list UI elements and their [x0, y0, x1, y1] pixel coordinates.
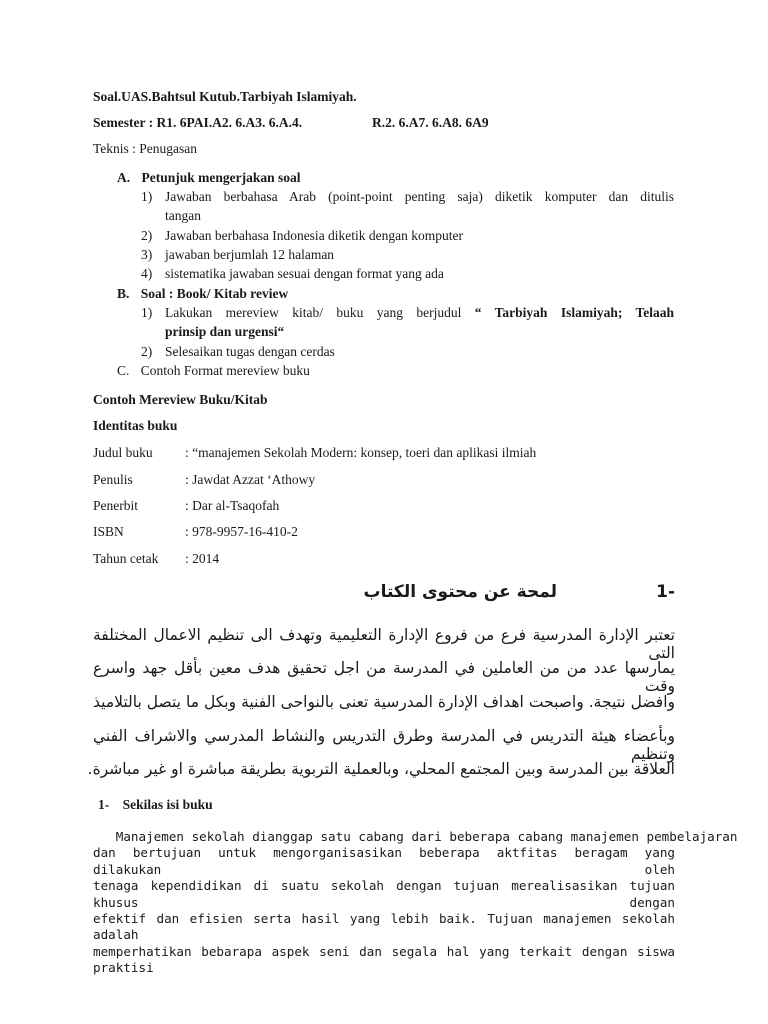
identitas-label: Judul buku	[93, 445, 153, 460]
list-item-num: 1)	[141, 189, 153, 204]
identitas-label: Tahun cetak	[93, 551, 159, 566]
list-item-num: 2)	[141, 228, 153, 243]
section-a-heading	[117, 170, 301, 186]
identitas-row	[93, 551, 220, 567]
identitas-row	[93, 498, 280, 514]
semester-line	[93, 115, 489, 131]
exam-title: Soal.UAS.Bahtsul Kutub.Tarbiyah Islamiyah.	[93, 89, 357, 104]
sekilas-number: 1-	[98, 797, 110, 812]
book-title-part1: “ Tarbiyah Islamiyah; Telaah	[474, 305, 674, 320]
paragraph-line: tenaga kependidikan di suatu sekolah dengan tujuan merealisasikan tujuan khusus dengan	[93, 878, 675, 910]
arabic-paragraph-line: العلاقة بين المدرسة وبين المجتمع المحلي، وبالعملية التربوية بطريقة مباشرة او غير مباشرة.	[87, 760, 675, 778]
book-title-part2: prinsip dan urgensi“	[165, 324, 285, 339]
arabic-paragraph-line: يمارسها عدد من من العاملين في المدرسة من اجل تحقيق هدف معين بأقل جهد واسرع وقت	[93, 659, 675, 695]
arabic-heading-number: -1	[656, 582, 675, 602]
list-item-text-cont: tangan	[165, 208, 201, 223]
section-c-text: Contoh Format mereview buku	[140, 363, 310, 378]
identitas-row	[93, 472, 316, 488]
arabic-paragraph-line: وبأعضاء هيئة التدريس في المدرسة وطرق التدريس والنشاط المدرسي والاشراف الفني وتنظيم	[93, 727, 675, 763]
sekilas-heading	[98, 797, 213, 813]
list-item-text	[165, 305, 674, 321]
teknis-line: Teknis : Penugasan	[93, 141, 198, 156]
section-b-heading	[117, 286, 288, 302]
paragraph-line: Manajemen sekolah dianggap satu cabang dari beberapa cabang manajemen pembelajaran	[93, 829, 738, 844]
list-item-text: Jawaban berbahasa Indonesia diketik dengan komputer	[165, 228, 464, 243]
section-c-marker: C.	[117, 363, 130, 378]
arabic-heading-title: لمحة عن محتوى الكتاب	[363, 582, 557, 602]
identitas-value: : 2014	[185, 551, 220, 566]
identitas-label: ISBN	[93, 524, 124, 539]
identitas-value: : 978-9957-16-410-2	[185, 524, 298, 539]
semester-label: Semester : R1. 6PAI.A2. 6.A3. 6.A.4.	[93, 115, 303, 130]
sekilas-title: Sekilas isi buku	[122, 797, 213, 812]
list-item-num: 1)	[141, 305, 153, 320]
identitas-title: Identitas buku	[93, 418, 178, 433]
section-c-heading	[117, 363, 310, 379]
section-a-marker: A.	[117, 170, 131, 185]
identitas-row	[93, 445, 537, 461]
list-item-text: Jawaban berbahasa Arab (point-point penting saja) diketik komputer dan ditulis	[165, 189, 674, 204]
section-a-title: Petunjuk mengerjakan soal	[141, 170, 301, 185]
identitas-value: : Jawdat Azzat ‘Athowy	[185, 472, 316, 487]
sekilas-paragraph	[93, 829, 738, 977]
arabic-paragraph-line: تعتبر الإدارة المدرسية فرع من فروع الإدارة التعليمية وتهدف الى تنظيم الاعمال المختلفة التى	[93, 626, 675, 662]
list-item-num: 3)	[141, 247, 153, 262]
identitas-value: : “manajemen Sekolah Modern: konsep, toeri dan aplikasi ilmiah	[185, 445, 537, 460]
identitas-row	[93, 524, 298, 540]
contoh-title: Contoh Mereview Buku/Kitab	[93, 392, 268, 407]
paragraph-line: memperhatikan bebarapa aspek seni dan segala hal yang terkait dengan siswa praktisi	[93, 943, 675, 976]
identitas-label: Penulis	[93, 472, 133, 487]
arabic-paragraph-line: وافضل نتيجة. واصبحت اهداف الإدارة المدرسية تعنى بالنواحى الفنية وبكل ما يتصل بالتلاميذ	[93, 693, 675, 711]
review-instruction: Lakukan mereview kitab/ buku yang berjudul	[165, 305, 462, 320]
list-item-text: Selesaikan tugas dengan cerdas	[165, 344, 335, 359]
section-b-title: Soal : Book/ Kitab review	[140, 286, 289, 301]
section-b-marker: B.	[117, 286, 130, 301]
list-item-text: jawaban berjumlah 12 halaman	[165, 247, 335, 262]
list-item-num: 4)	[141, 266, 153, 281]
identitas-value: : Dar al-Tsaqofah	[185, 498, 280, 513]
identitas-label: Penerbit	[93, 498, 138, 513]
list-item-text: sistematika jawaban sesuai dengan format yang ada	[165, 266, 444, 281]
list-item-num: 2)	[141, 344, 153, 359]
paragraph-line: efektif dan efisien serta hasil yang lebih baik. Tujuan manajemen sekolah adalah	[93, 911, 675, 943]
paragraph-line: dan bertujuan untuk mengorganisasikan beberapa aktfitas beragam yang dilakukan oleh	[93, 845, 675, 877]
semester-extra: R.2. 6.A7. 6.A8. 6A9	[372, 115, 489, 130]
